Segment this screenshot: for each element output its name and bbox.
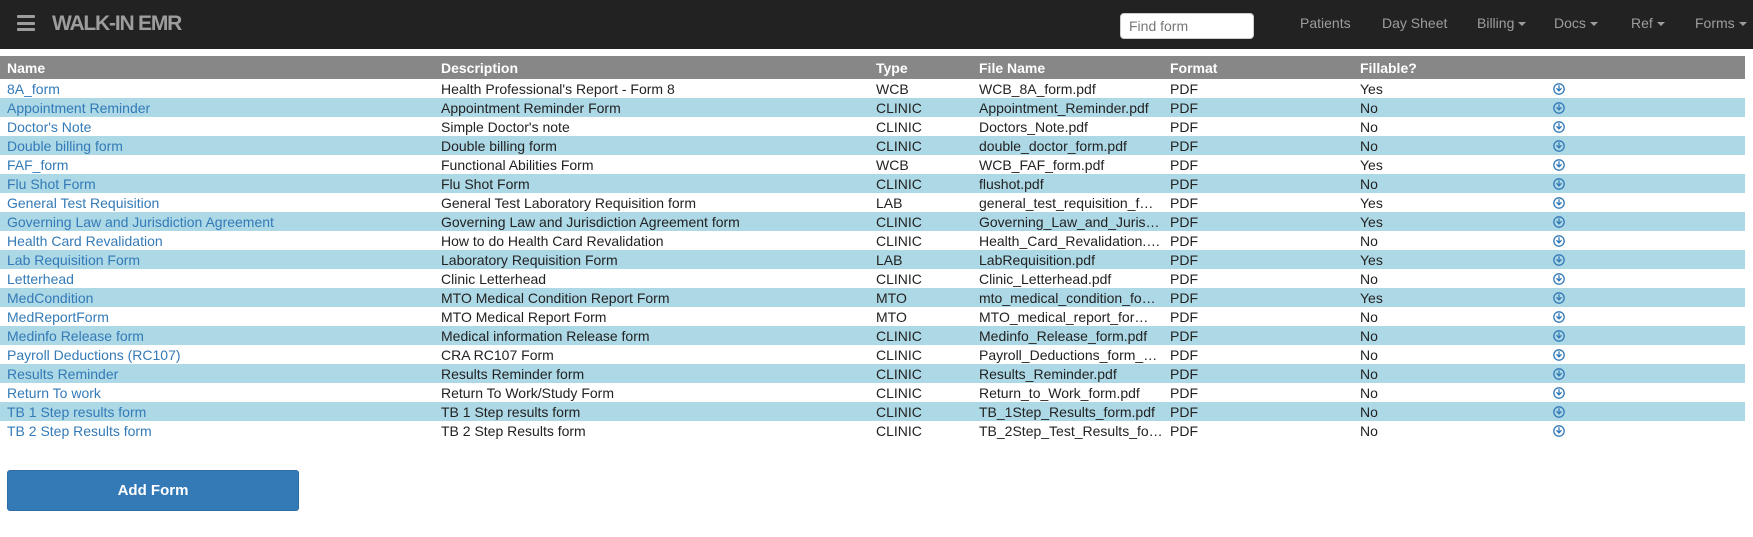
cell-name xyxy=(0,250,434,269)
cell-description: Medical information Release form xyxy=(441,327,650,344)
table-row xyxy=(0,212,1745,231)
cell-download xyxy=(1544,421,1745,440)
cell-file-name: WCB_8A_form.pdf xyxy=(979,80,1096,97)
cell-file-name: general_test_requisition_f… xyxy=(979,194,1154,211)
cell-name xyxy=(0,345,434,364)
cell-description: MTO Medical Condition Report Form xyxy=(441,289,670,306)
download-icon[interactable] xyxy=(1553,120,1565,132)
cell-download xyxy=(1544,288,1745,307)
download-icon[interactable] xyxy=(1553,101,1565,113)
caret-down-icon xyxy=(1518,22,1526,26)
form-name-link[interactable]: TB 2 Step Results form xyxy=(7,422,152,439)
cell-file-name: TB_2Step_Test_Results_fo… xyxy=(979,422,1163,439)
cell-name xyxy=(0,288,434,307)
cell-download xyxy=(1544,250,1745,269)
cell-download xyxy=(1544,79,1745,98)
cell-download xyxy=(1544,402,1745,421)
cell-file-name: Appointment_Reminder.pdf xyxy=(979,99,1149,116)
cell-name xyxy=(0,307,434,326)
cell-format: PDF xyxy=(1170,327,1198,344)
form-name-link[interactable]: MedCondition xyxy=(7,289,94,306)
cell-download xyxy=(1544,345,1745,364)
column-header-name[interactable]: Name xyxy=(7,59,46,76)
cell-type: CLINIC xyxy=(876,99,922,116)
cell-name xyxy=(0,155,434,174)
cell-type: CLINIC xyxy=(876,270,922,287)
cell-format: PDF xyxy=(1170,156,1198,173)
nav-forms-dropdown[interactable]: Forms xyxy=(1695,15,1747,31)
cell-name xyxy=(0,269,434,288)
cell-type: CLINIC xyxy=(876,137,922,154)
cell-file-name: Clinic_Letterhead.pdf xyxy=(979,270,1112,287)
table-row xyxy=(0,231,1745,250)
nav-ref-dropdown[interactable]: Ref xyxy=(1631,15,1665,31)
column-header-download xyxy=(1544,56,1745,79)
cell-description: Simple Doctor's note xyxy=(441,118,570,135)
table-row xyxy=(0,421,1745,440)
table-row xyxy=(0,98,1745,117)
form-name-link[interactable]: Results Reminder xyxy=(7,365,119,382)
download-icon[interactable] xyxy=(1553,82,1565,94)
cell-download xyxy=(1544,174,1745,193)
table-row xyxy=(0,250,1745,269)
cell-description: Functional Abilities Form xyxy=(441,156,594,173)
column-header-fillable[interactable]: Fillable? xyxy=(1360,59,1417,76)
download-icon[interactable] xyxy=(1553,367,1565,379)
cell-format: PDF xyxy=(1170,99,1198,116)
nav-billing-dropdown[interactable]: Billing xyxy=(1477,15,1526,31)
nav-docs-dropdown[interactable]: Docs xyxy=(1554,15,1598,31)
cell-fillable: Yes xyxy=(1360,156,1383,173)
cell-fillable: No xyxy=(1360,422,1378,439)
cell-name xyxy=(0,231,434,250)
cell-type: CLINIC xyxy=(876,346,922,363)
cell-fillable: No xyxy=(1360,346,1378,363)
cell-file-name: mto_medical_condition_fo… xyxy=(979,289,1156,306)
cell-fillable: No xyxy=(1360,175,1378,192)
cell-name xyxy=(0,136,434,155)
cell-file-name: MTO_medical_report_for… xyxy=(979,308,1149,325)
cell-name xyxy=(0,98,434,117)
cell-type: LAB xyxy=(876,194,903,211)
table-row xyxy=(0,174,1745,193)
cell-file-name: WCB_FAF_form.pdf xyxy=(979,156,1105,173)
table-row xyxy=(0,136,1745,155)
cell-format: PDF xyxy=(1170,80,1198,97)
table-row xyxy=(0,383,1745,402)
cell-format: PDF xyxy=(1170,118,1198,135)
cell-fillable: No xyxy=(1360,384,1378,401)
cell-fillable: No xyxy=(1360,270,1378,287)
cell-description: Results Reminder form xyxy=(441,365,585,382)
cell-file-name: Return_to_Work_form.pdf xyxy=(979,384,1140,401)
table-row xyxy=(0,307,1745,326)
cell-description: Health Professional's Report - Form 8 xyxy=(441,80,675,97)
cell-description: Governing Law and Jurisdiction Agreement form xyxy=(441,213,740,230)
top-navbar xyxy=(0,0,1753,49)
download-icon[interactable] xyxy=(1553,139,1565,151)
forms-table-container xyxy=(0,56,1745,440)
cell-name xyxy=(0,193,434,212)
table-row xyxy=(0,326,1745,345)
cell-name xyxy=(0,364,434,383)
form-name-link[interactable]: Lab Requisition Form xyxy=(7,251,141,268)
cell-fillable: Yes xyxy=(1360,194,1383,211)
cell-download xyxy=(1544,231,1745,250)
cell-format: PDF xyxy=(1170,251,1198,268)
cell-type: WCB xyxy=(876,156,909,173)
cell-fillable: No xyxy=(1360,137,1378,154)
cell-download xyxy=(1544,193,1745,212)
cell-type: CLINIC xyxy=(876,232,922,249)
caret-down-icon xyxy=(1657,22,1665,26)
cell-format: PDF xyxy=(1170,346,1198,363)
cell-type: CLINIC xyxy=(876,175,922,192)
cell-description: CRA RC107 Form xyxy=(441,346,554,363)
download-icon[interactable] xyxy=(1553,196,1565,208)
form-name-link[interactable]: Letterhead xyxy=(7,270,74,287)
cell-description: TB 2 Step Results form xyxy=(441,422,586,439)
cell-type: MTO xyxy=(876,308,907,325)
cell-fillable: Yes xyxy=(1360,251,1383,268)
cell-description: TB 1 Step results form xyxy=(441,403,581,420)
cell-file-name: TB_1Step_Results_form.pdf xyxy=(979,403,1155,420)
download-icon[interactable] xyxy=(1553,291,1565,303)
form-name-link[interactable]: TB 1 Step results form xyxy=(7,403,147,420)
cell-format: PDF xyxy=(1170,384,1198,401)
cell-fillable: No xyxy=(1360,118,1378,135)
cell-type: MTO xyxy=(876,289,907,306)
cell-download xyxy=(1544,212,1745,231)
cell-type: CLINIC xyxy=(876,327,922,344)
caret-down-icon xyxy=(1590,22,1598,26)
cell-fillable: Yes xyxy=(1360,213,1383,230)
cell-file-name: Payroll_Deductions_form_… xyxy=(979,346,1158,363)
table-header-row xyxy=(0,56,1745,79)
cell-fillable: No xyxy=(1360,232,1378,249)
column-header-type[interactable]: Type xyxy=(876,59,908,76)
form-name-link[interactable]: Payroll Deductions (RC107) xyxy=(7,346,181,363)
cell-fillable: No xyxy=(1360,327,1378,344)
cell-name xyxy=(0,79,434,98)
download-icon[interactable] xyxy=(1553,158,1565,170)
cell-type: CLINIC xyxy=(876,118,922,135)
app-brand[interactable]: WALK-IN EMR xyxy=(52,12,182,35)
column-header-file-name[interactable]: File Name xyxy=(979,59,1046,76)
cell-type: CLINIC xyxy=(876,403,922,420)
cell-description: Laboratory Requisition Form xyxy=(441,251,618,268)
cell-format: PDF xyxy=(1170,213,1198,230)
cell-file-name: Results_Reminder.pdf xyxy=(979,365,1117,382)
cell-format: PDF xyxy=(1170,365,1198,382)
table-row xyxy=(0,193,1745,212)
cell-file-name: LabRequisition.pdf xyxy=(979,251,1095,268)
download-icon[interactable] xyxy=(1553,272,1565,284)
cell-format: PDF xyxy=(1170,289,1198,306)
download-icon[interactable] xyxy=(1553,348,1565,360)
form-name-link[interactable]: Appointment Reminder xyxy=(7,99,151,116)
cell-type: CLINIC xyxy=(876,422,922,439)
cell-fillable: No xyxy=(1360,308,1378,325)
cell-file-name: Health_Card_Revalidation.… xyxy=(979,232,1161,249)
form-name-link[interactable]: MedReportForm xyxy=(7,308,109,325)
hamburger-menu-icon[interactable] xyxy=(17,15,35,31)
column-header-format[interactable]: Format xyxy=(1170,59,1218,76)
cell-description: General Test Laboratory Requisition form xyxy=(441,194,696,211)
cell-fillable: No xyxy=(1360,403,1378,420)
cell-description: Flu Shot Form xyxy=(441,175,530,192)
cell-name xyxy=(0,174,434,193)
cell-file-name: Governing_Law_and_Juris… xyxy=(979,213,1160,230)
form-name-link[interactable]: Double billing form xyxy=(7,137,123,154)
download-icon[interactable] xyxy=(1553,386,1565,398)
cell-description: How to do Health Card Revalidation xyxy=(441,232,664,249)
cell-file-name: Doctors_Note.pdf xyxy=(979,118,1088,135)
download-icon[interactable] xyxy=(1553,310,1565,322)
cell-name xyxy=(0,117,434,136)
cell-type: CLINIC xyxy=(876,213,922,230)
forms-table xyxy=(0,56,1745,440)
form-name-link[interactable]: Return To work xyxy=(7,384,101,401)
download-icon[interactable] xyxy=(1553,215,1565,227)
form-name-link[interactable]: 8A_form xyxy=(7,80,60,97)
form-name-link[interactable]: Health Card Revalidation xyxy=(7,232,163,249)
cell-format: PDF xyxy=(1170,232,1198,249)
cell-format: PDF xyxy=(1170,308,1198,325)
cell-name xyxy=(0,212,434,231)
cell-type: CLINIC xyxy=(876,384,922,401)
cell-fillable: No xyxy=(1360,99,1378,116)
download-icon[interactable] xyxy=(1553,234,1565,246)
table-row xyxy=(0,155,1745,174)
download-icon[interactable] xyxy=(1553,253,1565,265)
caret-down-icon xyxy=(1739,22,1747,26)
table-row xyxy=(0,288,1745,307)
table-row xyxy=(0,79,1745,98)
download-icon[interactable] xyxy=(1553,177,1565,189)
cell-download xyxy=(1544,269,1745,288)
cell-description: Appointment Reminder Form xyxy=(441,99,621,116)
table-row xyxy=(0,402,1745,421)
table-row xyxy=(0,345,1745,364)
cell-description: Clinic Letterhead xyxy=(441,270,547,287)
table-row xyxy=(0,117,1745,136)
cell-name xyxy=(0,383,434,402)
column-header-description[interactable]: Description xyxy=(441,59,519,76)
cell-download xyxy=(1544,98,1745,117)
cell-format: PDF xyxy=(1170,270,1198,287)
cell-fillable: No xyxy=(1360,365,1378,382)
cell-download xyxy=(1544,326,1745,345)
form-name-link[interactable]: FAF_form xyxy=(7,156,69,173)
download-icon[interactable] xyxy=(1553,329,1565,341)
cell-fillable: Yes xyxy=(1360,80,1383,97)
cell-format: PDF xyxy=(1170,403,1198,420)
cell-file-name: Medinfo_Release_form.pdf xyxy=(979,327,1148,344)
find-form-input[interactable] xyxy=(1120,13,1254,39)
add-form-button[interactable]: Add Form xyxy=(7,470,299,511)
cell-description: Return To Work/Study Form xyxy=(441,384,614,401)
cell-name xyxy=(0,402,434,421)
table-row xyxy=(0,364,1745,383)
cell-description: MTO Medical Report Form xyxy=(441,308,607,325)
cell-format: PDF xyxy=(1170,137,1198,154)
cell-type: LAB xyxy=(876,251,903,268)
form-name-link[interactable]: Doctor's Note xyxy=(7,118,92,135)
cell-fillable: Yes xyxy=(1360,289,1383,306)
cell-file-name: double_doctor_form.pdf xyxy=(979,137,1127,154)
form-name-link[interactable]: Flu Shot Form xyxy=(7,175,96,192)
cell-format: PDF xyxy=(1170,175,1198,192)
form-name-link[interactable]: Governing Law and Jurisdiction Agreement xyxy=(7,213,274,230)
cell-file-name: flushot.pdf xyxy=(979,175,1044,192)
nav-patients[interactable]: Patients xyxy=(1300,15,1351,31)
cell-description: Double billing form xyxy=(441,137,557,154)
table-row xyxy=(0,269,1745,288)
cell-format: PDF xyxy=(1170,194,1198,211)
nav-day-sheet[interactable]: Day Sheet xyxy=(1382,15,1448,31)
download-icon[interactable] xyxy=(1553,405,1565,417)
cell-download xyxy=(1544,155,1745,174)
cell-download xyxy=(1544,307,1745,326)
form-name-link[interactable]: Medinfo Release form xyxy=(7,327,144,344)
form-name-link[interactable]: General Test Requisition xyxy=(7,194,160,211)
cell-download xyxy=(1544,364,1745,383)
cell-download xyxy=(1544,117,1745,136)
cell-name xyxy=(0,421,434,440)
cell-type: CLINIC xyxy=(876,365,922,382)
download-icon[interactable] xyxy=(1553,424,1565,436)
cell-name xyxy=(0,326,434,345)
cell-download xyxy=(1544,383,1745,402)
cell-type: WCB xyxy=(876,80,909,97)
cell-download xyxy=(1544,136,1745,155)
cell-format: PDF xyxy=(1170,422,1198,439)
